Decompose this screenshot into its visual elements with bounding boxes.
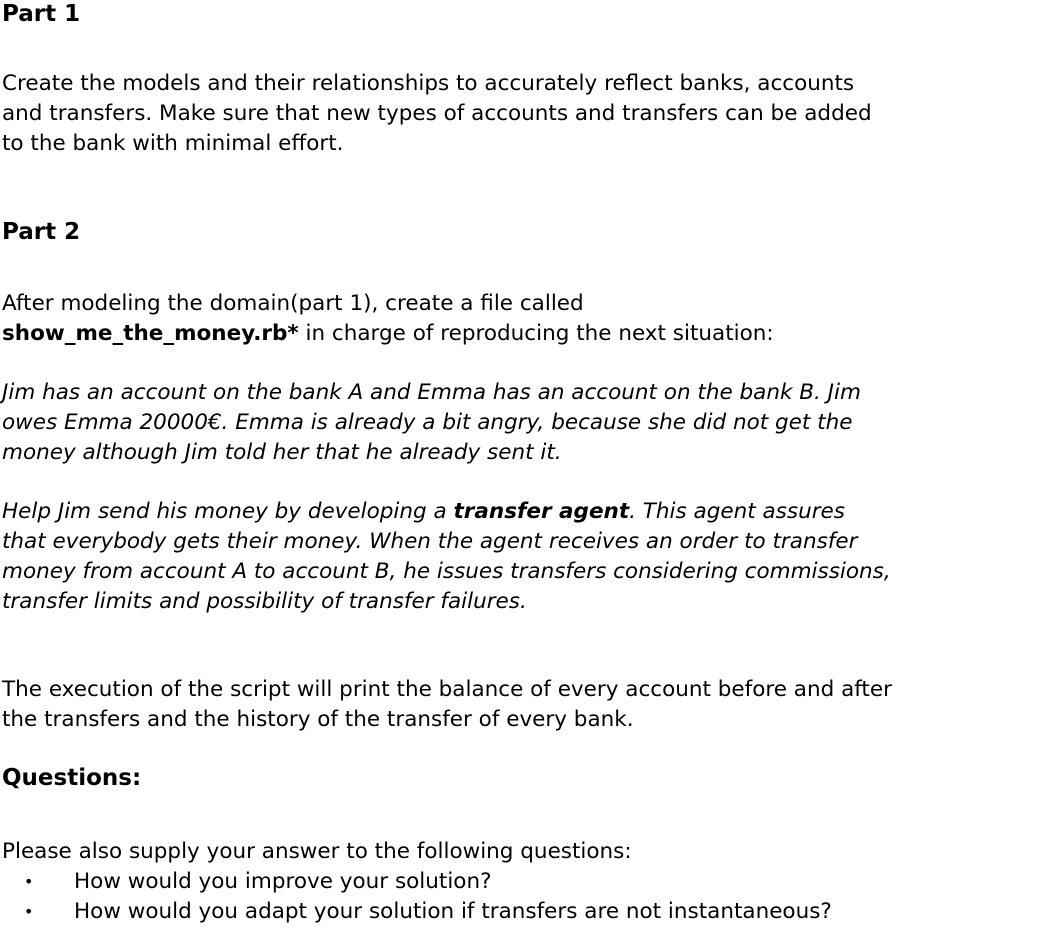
part1-heading: Part 1: [2, 1, 81, 27]
part1-line: to the bank with minimal effort.: [2, 131, 344, 156]
transfer-agent-term: transfer agent: [453, 499, 630, 524]
execution-paragraph: [2, 675, 892, 735]
execution-line: The execution of the script will print the balance of every account before and after: [2, 677, 892, 702]
part2-intro: [2, 289, 774, 349]
part2-heading: Part 2: [2, 219, 81, 245]
part2-intro-rest: in charge of reproducing the next situation:: [298, 321, 774, 346]
part2-intro-line: After modeling the domain(part 1), create a file called: [2, 291, 584, 316]
help-line: money from account A to account B, he issues transfers considering commissions,: [2, 559, 891, 584]
story-line: Jim has an account on the bank A and Emma has an account on the bank B. Jim: [2, 380, 861, 405]
execution-line: the transfers and the history of the transfer of every bank.: [2, 707, 634, 732]
questions-heading: Questions:: [2, 765, 142, 791]
question-text: How would you improve your solution?: [74, 869, 492, 894]
part1-line: Create the models and their relationships to accurately reflect banks, accounts: [2, 71, 855, 96]
story-line: owes Emma 20000€. Emma is already a bit angry, because she did not get the: [2, 410, 853, 435]
filename: show_me_the_money.rb*: [2, 321, 299, 346]
help-line: that everybody gets their money. When the agent receives an order to transfer: [2, 529, 858, 554]
list-item: [0, 867, 832, 897]
help-suffix: . This agent assures: [629, 499, 845, 524]
part2-intro-line: [2, 319, 774, 349]
help-prefix: Help Jim send his money by developing a: [2, 499, 454, 524]
list-item: [0, 897, 832, 927]
help-paragraph: [2, 497, 891, 617]
questions-intro: Please also supply your answer to the following questions:: [2, 839, 632, 864]
bullet-icon: •: [24, 872, 34, 891]
story-paragraph: [2, 378, 861, 468]
story-line: money although Jim told her that he already sent it.: [2, 440, 562, 465]
bullet-icon: •: [24, 902, 34, 921]
part1-line: and transfers. Make sure that new types of accounts and transfers can be added: [2, 101, 872, 126]
help-line: transfer limits and possibility of transfer failures.: [2, 589, 527, 614]
part1-paragraph: [2, 69, 872, 159]
question-text: How would you adapt your solution if transfers are not instantaneous?: [74, 899, 832, 924]
help-line-first: [2, 497, 891, 527]
questions-list: [0, 867, 832, 927]
